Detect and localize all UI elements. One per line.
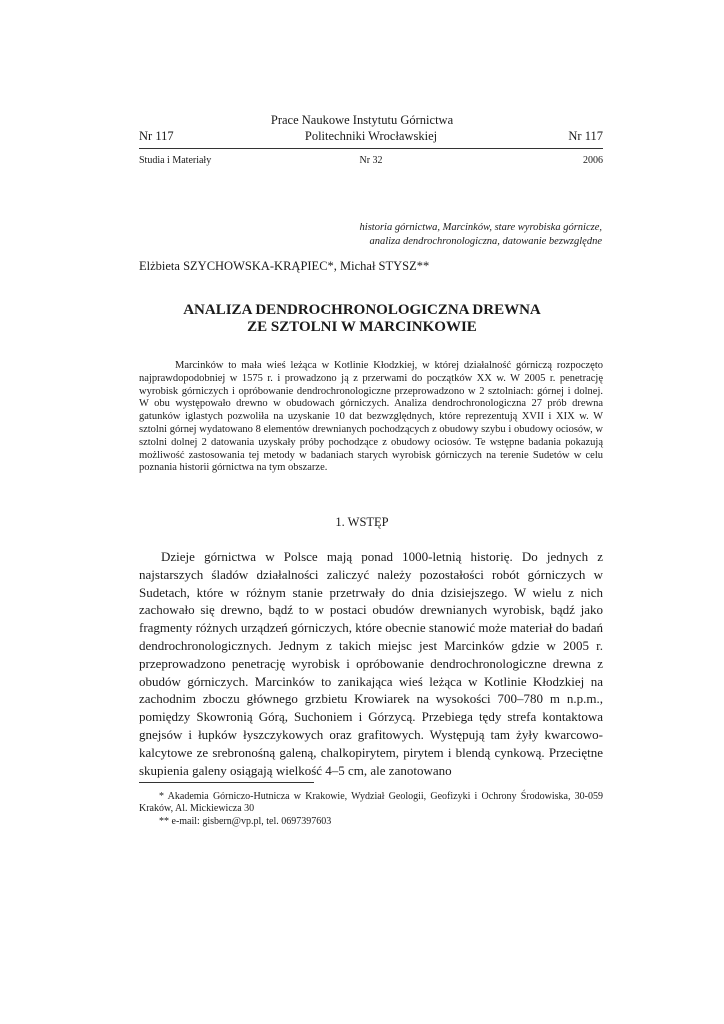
issue-number-left: Nr 117 <box>139 129 174 143</box>
section-heading: 1. WSTĘP <box>335 515 389 529</box>
footnote-divider <box>139 782 314 783</box>
header-divider <box>139 148 603 149</box>
issue-number-right: Nr 117 <box>568 129 603 143</box>
journal-title-line1: Prace Naukowe Instytutu Górnictwa <box>270 113 454 127</box>
section-body: Dzieje górnictwa w Polsce mają ponad 1000-letnią historię. Do jednych z najstarszych śladów działalności zaliczyć należy pozostałości robót górniczych w Sudetach, które w różnym stanie przetrwały do dnia dzisiejszego. W wielu z nich zachowało się drewno, bądź to w postaci obudów drewnianych wyrobisk, bądź jako fragmenty różnych urządzeń górniczych, które obecnie stanowić może materiał do badań dendrochronologicznych. Jednym z takich miejsc jest Marcinków gdzie w 2005 r. przeprowadzono penetrację wyrobisk i opróbowanie dendrochronologiczne drewna z obudów górniczych. Marcinków to zanikająca wieś leżąca w Kotlinie Kłodzkiej na zachodnim zboczu głównego grzbietu Krowiarek na wysokości 700–780 m n.p.m., pomiędzy Skowronią Górą, Suchoniem i Górzycą. Przebiega tędy strefa kontaktowa gnejsów i łupków łyszczykowych oraz grafitowych. Występują tam żyły kwarcowo-kalcytowe ze srebronośną galeną, chalkopirytem, pirytem i blendą cynkową. Przeciętne skupienia galeny osiągają wielkość 4–5 cm, ale zanotowano <box>139 549 603 778</box>
title-line1: ANALIZA DENDROCHRONOLOGICZNA DREWNA <box>183 302 541 318</box>
keywords-line2: analiza dendrochronologiczna, datowanie bezwzględne <box>369 235 602 247</box>
abstract: Marcinków to mała wieś leżąca w Kotlinie Kłodzkiej, w której działalność górniczą rozpoczęto najprawdopodobniej w 1575 r. i prowadzono ją z przerwami do początków XX w. W 2005 r. penetrację wyrobisk górniczych i opróbowanie dendrochronologiczne przeprowadzono w 2 sztolniach: górnej i dolnej. W obu występowało drewno w obudowach górniczych. Analiza dendrochronologiczna 27 prób drewna gatunków iglastych pozwoliła na uzyskanie 10 dat bezwzględnych, które reprezentują XVII i XIX w. W sztolni górnej wydatowano 8 elementów drewnianych pochodzących z obudowy szybu i obudowy ociosów, w sztolni dolnej 2 datowania uzyskały próby pochodzące z obudowy ociosów. Te wstępne badania pokazują możliwość zastosowania tej metody w badaniach starych wyrobisk górniczych na terenie Sudetów w celu poznania historii górnictwa na tym obszarze. <box>139 360 603 474</box>
title-line2: ZE SZTOLNI W MARCINKOWIE <box>247 319 477 335</box>
footnote-affiliation: * Akademia Górniczo-Hutnicza w Krakowie, Wydział Geologii, Geofizyki i Ochrony Środowiska, 30-059 Kraków, Al. Mickiewicza 30 <box>139 791 603 815</box>
keywords <box>360 221 602 248</box>
footnote-contact: ** e-mail: gisbern@vp.pl, tel. 0697397603 <box>159 815 332 827</box>
publication-year: 2006 <box>583 155 603 166</box>
authors: Elżbieta SZYCHOWSKA-KRĄPIEC*, Michał STYSZ** <box>139 259 430 273</box>
journal-title-line2: Politechniki Wrocławskiej <box>304 129 438 143</box>
series-number: Nr 32 <box>359 155 383 166</box>
keywords-line1: historia górnictwa, Marcinków, stare wyrobiska górnicze, <box>359 222 602 233</box>
paper-title <box>0 302 724 336</box>
footnotes <box>139 791 603 828</box>
series-name: Studia i Materiały <box>139 155 212 166</box>
series-row <box>139 155 603 169</box>
journal-header-row <box>139 129 603 145</box>
